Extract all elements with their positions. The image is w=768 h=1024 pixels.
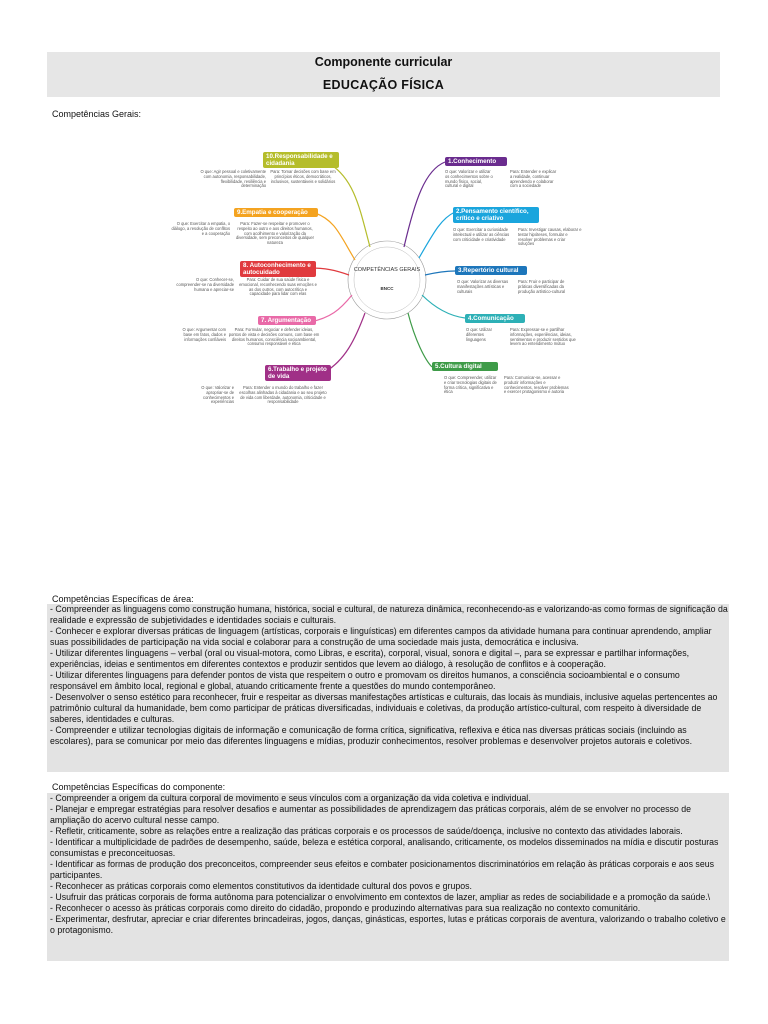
node-2-oque: O que: Exercitar a curiosidade intelectual e utilizar as ciências com criticidade e criatividade xyxy=(453,227,510,242)
area-item: - Utilizar diferentes linguagens – verbal (oral ou visual-motora, como Libras, e escrita), corporal, visual, sonora e digital –, para se expressar e partilhar informações, experiências, ideias e sentimentos em diferentes contextos e produzir sentidos que levem ao diálogo, à resolução de conflitos e à cooperação. xyxy=(50,648,690,669)
node-3-oque: O que: Valorizar as diversas manifestações artísticas e culturais xyxy=(457,279,509,294)
area-item: - Compreender e utilizar tecnologias digitais de informação e comunicação de forma crítica, significativa, reflexiva e ética nas diversas práticas sociais (incluindo as escolares), para se comunicar por meio das diferentes linguagens e mídias, produzir conhecimentos, resolver problemas e desenvolver projetos autorais e coletivos. xyxy=(50,725,693,746)
node-3-title: 3.Repertório cultural xyxy=(455,266,527,275)
componente-item: - Usufruir das práticas corporais de forma autônoma para potencializar o envolvimento em contextos de lazer, ampliar as redes de sociabilidade e a promoção da saúde.\ xyxy=(50,892,711,902)
node-6-oque: O que: Valorizar e apropriar-se de conhecimentos e experiências xyxy=(201,385,234,405)
area-section-title: Competências Específicas de área: xyxy=(52,594,194,604)
componente-item: - Planejar e empregar estratégias para resolver desafios e aumentar as possibilidades de aprendizagem das práticas corporais, além de se envolver no processo de ampliação do acervo cultural nesse campo. xyxy=(50,804,692,825)
node-5-title: 5.Cultura digital xyxy=(432,362,498,371)
node-1-oque: O que: Valorizar e utilizar os conhecimentos sobre o mundo físico, social, cultural e digital xyxy=(445,169,493,189)
node-10-title: 10.Responsabilidade e cidadania xyxy=(263,152,339,168)
node-5-para: Para: Comunicar-se, acessar e produzir informações e conhecimentos, resolver problemas e exercer protagonismo e autoria xyxy=(504,375,569,395)
componente-competencias-block xyxy=(47,793,729,961)
componente-section-title: Competências Específicas do componente: xyxy=(52,782,226,792)
node-6-title: 6.Trabalho e projeto de vida xyxy=(265,365,331,381)
node-1-title: 1.Conhecimento xyxy=(445,157,507,166)
node-1-para: Para: Entender e explicar a realidade, continuar aprendendo e colaborar com a sociedade xyxy=(510,169,557,189)
node-9-para: Para: Fazer-se respeitar e promover o respeito ao outro e aos direitos humanos, com acolhimento e valorização da diversidade, sem preconceitos de qualquer natureza xyxy=(235,221,315,246)
header-title: EDUCAÇÃO FÍSICA xyxy=(322,78,445,92)
componente-item: - Reconhecer as práticas corporais como elementos constitutivos da identidade cultural dos povos e grupos. xyxy=(50,881,472,891)
node-10-oque: O que: Agir pessoal e coletivamente com autonomia, responsabilidade, flexibilidade, resiliência e determinação xyxy=(200,169,266,189)
area-item: - Desenvolver o senso estético para reconhecer, fruir e respeitar as diversas manifestações artísticas e culturais, das locais às mundiais, inclusive aquelas pertencentes ao patrimônio cultural da humanidade, bem como participar de práticas diversificadas, individuais e coletivas, da produção artístico-cultural, com respeito à diversidade de saberes, identidades e culturas. xyxy=(50,692,718,724)
node-9-title: 9.Empatia e cooperação xyxy=(234,208,318,217)
node-4-para: Para: Expressar-se e partilhar informações, experiências, ideias, sentimentos e produzir sentidos que levem ao entendimento mútuo xyxy=(510,327,576,347)
componente-item: - Identificar as formas de produção dos preconceitos, compreender seus efeitos e combater posicionamentos discriminatórios em relação às práticas corporais e aos seus participantes. xyxy=(50,859,715,880)
node-2-para: Para: Investigar causas, elaborar e testar hipóteses, formular e resolver problemas e criar soluções xyxy=(518,227,582,247)
node-2-title: 2.Pensamento científico, crítico e criativo xyxy=(453,207,539,223)
node-7-title: 7. Argumentação xyxy=(258,316,316,325)
center-title: COMPETÊNCIAS GERAIS xyxy=(353,267,421,273)
componente-item: - Identificar a multiplicidade de padrões de desempenho, saúde, beleza e estética corporal, analisando, criticamente, os modelos disseminados na mídia e discutir posturas consumistas e preconceituosas. xyxy=(50,837,719,858)
center-sub: BNCC xyxy=(380,286,394,291)
header-subtitle: Componente curricular xyxy=(314,55,453,69)
node-7-para: Para: Formular, negociar e defender ideias, pontos de vista e decisões comuns, com base em direitos humanos, consciência socioambiental, consumo responsável e ética xyxy=(228,327,320,347)
componente-item: - Compreender a origem da cultura corporal de movimento e seus vínculos com a organização da vida coletiva e individual. xyxy=(50,793,531,803)
node-3-para: Para: Fruir e participar de práticas diversificadas da produção artístico-cultural xyxy=(518,279,566,294)
node-8-oque: O que: Conhecer-se, compreender-se na diversidade humana e apreciar-se xyxy=(176,277,234,292)
area-item: - Utilizar diferentes linguagens para defender pontos de vista que respeitem o outro e promovam os direitos humanos, a consciência socioambiental e o consumo responsável em âmbito local, regional e global, atuando criticamente frente a questões do mundo contemporâneo. xyxy=(50,670,680,691)
node-10-para: Para: Tomar decisões com base em princípios éticos, democráticos, inclusivos, sustentáveis e solidários xyxy=(270,169,336,184)
node-8-title: 8. Autoconhecimento e autocuidado xyxy=(240,261,316,277)
area-item: - Conhecer e explorar diversas práticas de linguagem (artísticas, corporais e linguísticas) em diferentes campos da atividade humana para continuar aprendendo, ampliar suas possibilidades de participação na vida social e colaborar para a construção de uma sociedade mais justa, democrática e inclusiva. xyxy=(50,626,712,647)
competencias-gerais-label: Competências Gerais: xyxy=(52,109,142,119)
componente-item: - Experimentar, desfrutar, apreciar e criar diferentes brincadeiras, jogos, danças, ginásticas, esportes, lutas e práticas corporais de aventura, valorizando o trabalho coletivo e o protagonismo. xyxy=(50,914,726,935)
node-9-oque: O que: Exercitar a empatia, o diálogo, a resolução de conflitos e a cooperação xyxy=(171,221,230,236)
competencias-gerais-mindmap xyxy=(170,150,610,432)
node-8-para: Para: Cuidar de sua saúde física e emocional, reconhecendo suas emoções e as dos outros, com autocrítica e capacidade para lidar com elas xyxy=(239,277,317,297)
node-7-oque: O que: Argumentar com base em fatos, dados e informações confiáveis xyxy=(182,327,226,342)
node-4-title: 4.Comunicação xyxy=(465,314,525,323)
center-inner-ring xyxy=(354,247,420,313)
node-6-para: Para: Entender o mundo do trabalho e fazer escolhas alinhadas à cidadania e ao seu projeto de vida com liberdade, autonomia, criticidade e responsabilidade xyxy=(239,385,327,405)
document-header xyxy=(47,52,720,97)
node-5-oque: O que: Compreender, utilizar e criar tecnologias digitais de forma crítica, significativa e ética xyxy=(444,375,497,395)
componente-item: - Refletir, criticamente, sobre as relações entre a realização das práticas corporais e os processos de saúde/doença, inclusive no contexto das atividades laborais. xyxy=(50,826,683,836)
area-item: - Compreender as linguagens como construção humana, histórica, social e cultural, de natureza dinâmica, reconhecendo-as e valorizando-as como formas de significação da realidade e expressão de subjetividades e identidades sociais e culturais. xyxy=(50,604,728,625)
area-competencias-block xyxy=(47,604,729,772)
componente-item: - Reconhecer o acesso às práticas corporais como direito do cidadão, propondo e produzindo alternativas para sua realização no contexto comunitário. xyxy=(50,903,641,913)
node-4-oque: O que: Utilizar diferentes linguagens xyxy=(466,327,492,342)
